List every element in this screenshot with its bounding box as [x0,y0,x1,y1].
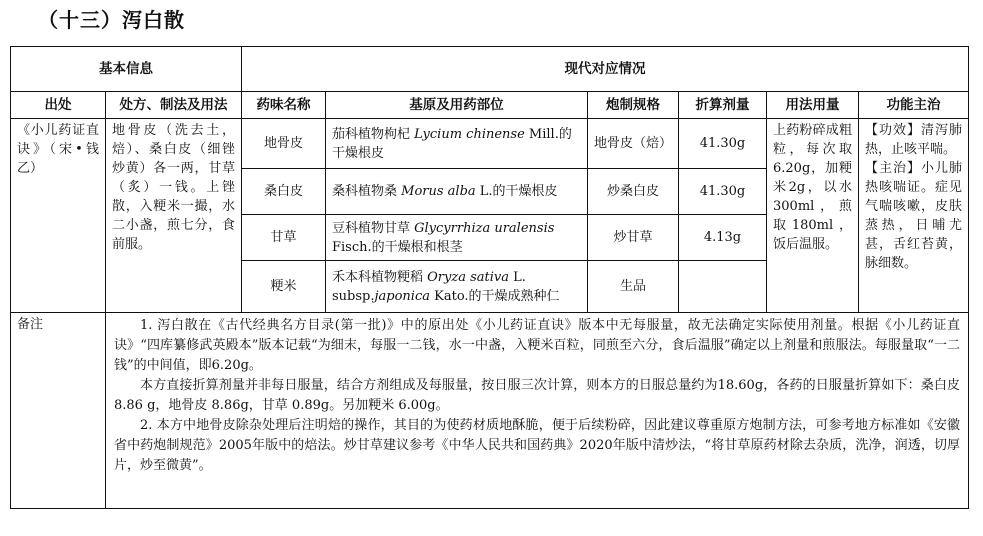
herb-processing: 地骨皮（焙） [588,119,679,169]
header-processing: 炮制规格 [588,92,679,119]
notes-label: 备注 [11,313,106,509]
header-source: 出处 [11,92,106,119]
header-recipe: 处方、制法及用法 [106,92,242,119]
herb-name: 地骨皮 [242,119,326,169]
herb-origin: 茄科植物枸杞 Lycium chinense Mill.的干燥根皮 [326,119,588,169]
function-cell: 【功效】清泻肺热，止咳平喘。 【主治】小儿肺热咳喘证。症见气喘咳嗽，皮肤蒸热，日晡尤甚，舌红苔黄，脉细数。 [859,119,969,313]
note-paragraph: 本方直接折算剂量并非每日服量，结合方剂组成及每服量，按日服三次计算，则本方的日服总量约为18.60g，各药的日服量折算如下：桑白皮 8.86 g，地骨皮 8.86g，甘草 0.89g。另加粳米 6.00g。 [114,378,961,413]
header-modern: 现代对应情况 [242,47,969,92]
note-paragraph: 2. 本方中地骨皮除杂处理后注明焙的操作，其目的为使药材质地酥脆，便于后续粉碎，因此建议尊重原方炮制方法，可参考地方标准如《安徽省中药炮制规范》2005年版中的焙法。炒甘草建议参考《中华人民共和国药典》2020年版中清炒法，“将甘草原药材除去杂质，洗净，润透，切厚片，炒至微黄”。 [114,418,961,473]
note-paragraph: 1. 泻白散在《古代经典名方目录(第一批)》中的原出处《小儿药证直诀》版本中无每服量，故无法确定实际使用剂量。根据《小儿药证直诀》“四库纂修武英殿本”版本记载“为细末，每服一二钱，水一中盏，入粳米百粒，同煎至六分，食后温服”确定以上剂量和煎服法。每服量取“一二钱”的中间值，即6.20g。 [114,318,961,373]
herb-origin: 桑科植物桑 Morus alba L.的干燥根皮 [326,169,588,215]
herb-name: 甘草 [242,215,326,261]
herb-origin: 豆科植物甘草 Glycyrrhiza uralensis Fisch.的干燥根和根茎 [326,215,588,261]
header-dose: 折算剂量 [679,92,767,119]
header-herb-name: 药味名称 [242,92,326,119]
herb-processing: 炒桑白皮 [588,169,679,215]
herb-name: 粳米 [242,261,326,313]
herb-origin: 禾本科植物粳稻 Oryza sativa L. subsp.japonica Kato.的干燥成熟种仁 [326,261,588,313]
section-title: （十三）泻白散 [38,8,185,32]
herb-dose: 41.30g [679,169,767,215]
recipe-cell: 地骨皮（洗去土，焙）、桑白皮（细锉炒黄）各一两，甘草（炙）一钱。上锉散，入粳米一撮，水二小盏，煎七分，食前服。 [106,119,242,313]
herb-processing: 生品 [588,261,679,313]
header-basic-info: 基本信息 [11,47,242,92]
header-function: 功能主治 [859,92,969,119]
herb-dose: 41.30g [679,119,767,169]
notes-cell [106,313,969,509]
herb-processing: 炒甘草 [588,215,679,261]
formula-table [10,46,969,509]
herb-dose: 4.13g [679,215,767,261]
herb-dose [679,261,767,313]
source-cell: 《小儿药证直诀》（宋•钱乙） [11,119,106,313]
header-origin: 基原及用药部位 [326,92,588,119]
herb-name: 桑白皮 [242,169,326,215]
usage-cell: 上药粉碎成粗粒，每次取6.20g，加粳米2g，以水300ml，煎取180ml，饭后温服。 [767,119,859,313]
header-usage: 用法用量 [767,92,859,119]
